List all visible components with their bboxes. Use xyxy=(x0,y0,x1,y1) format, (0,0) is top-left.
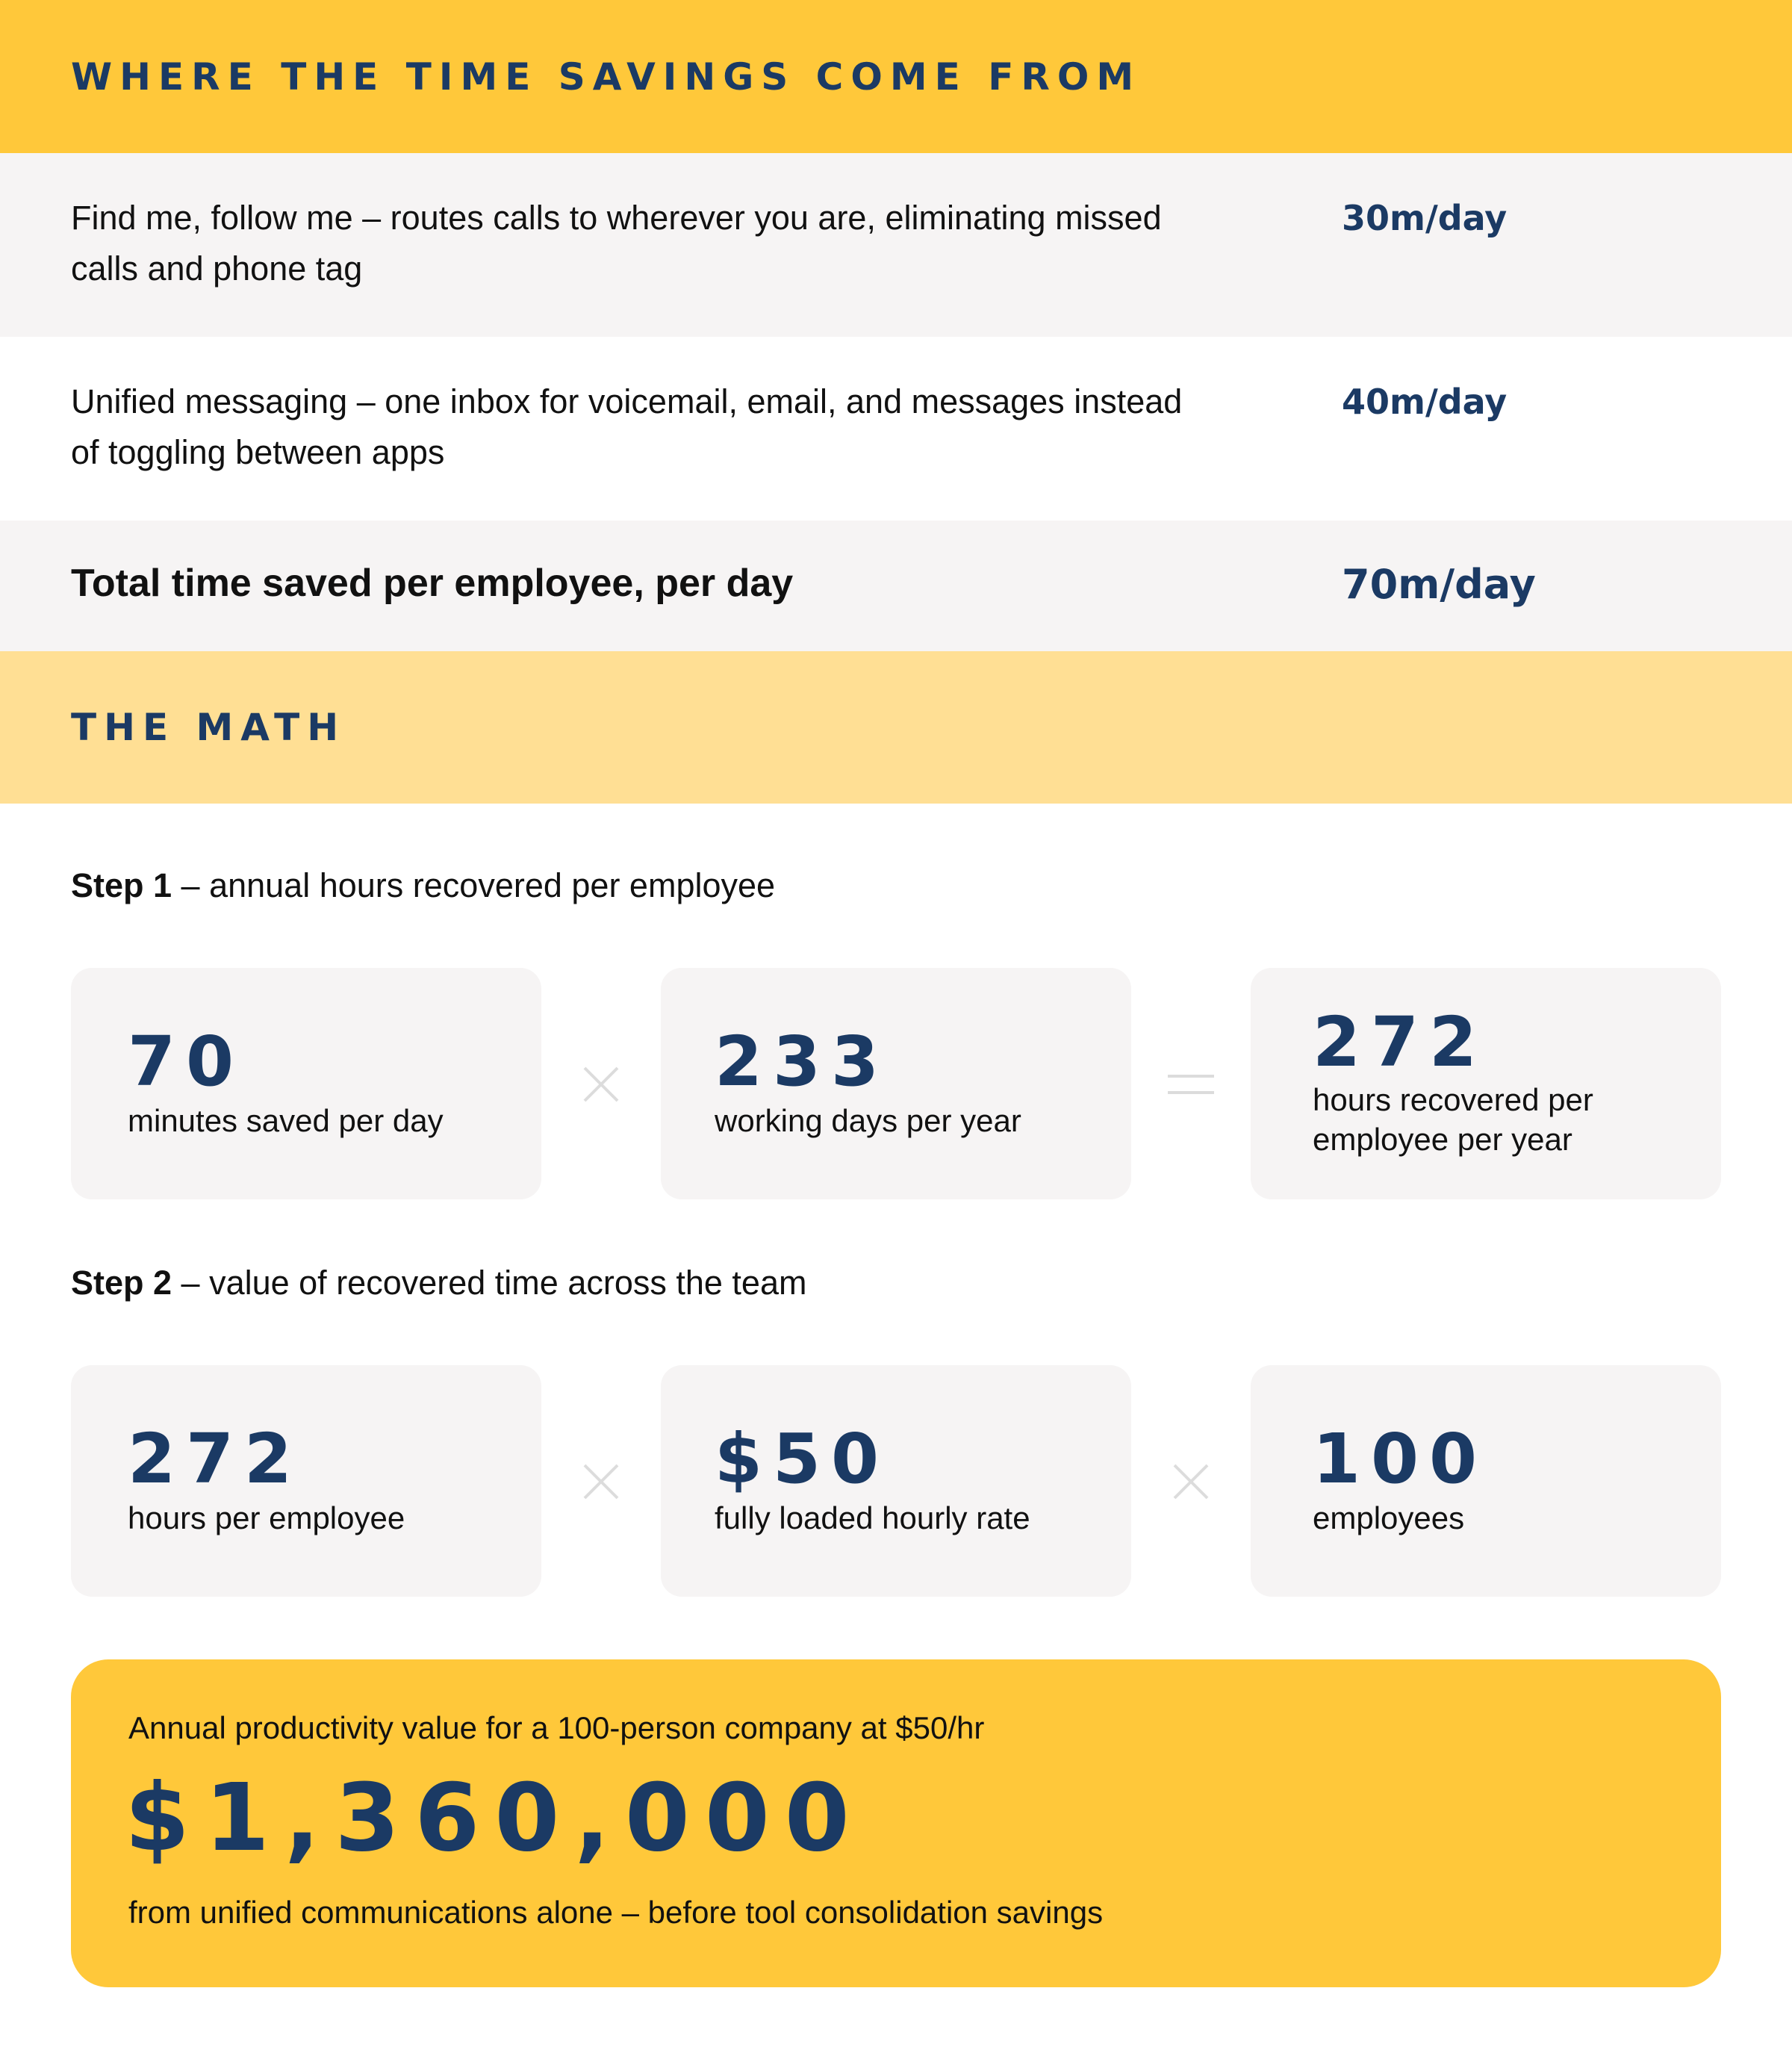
savings-row-description: Find me, follow me – routes calls to wherever you are, eliminating missed calls and phone tag xyxy=(71,199,1162,288)
card-number: 272 xyxy=(1313,1002,1488,1082)
step2-card-employees xyxy=(1251,1365,1721,1597)
card-label: hours per employee xyxy=(128,1500,405,1535)
total-row xyxy=(0,521,1792,651)
step2-card-hours xyxy=(71,1365,541,1597)
step2-label xyxy=(71,1264,806,1302)
savings-header-title: WHERE THE TIME SAVINGS COME FROM xyxy=(71,55,1142,99)
savings-row-value: 40m/day xyxy=(1342,382,1508,422)
result-subtext: from unified communications alone – before tool consolidation savings xyxy=(128,1895,1104,1930)
savings-header xyxy=(0,0,1792,153)
savings-row-value: 30m/day xyxy=(1342,198,1508,238)
card-number: 70 xyxy=(128,1022,245,1102)
step1-prefix: Step 1 xyxy=(71,866,172,904)
total-row-label: Total time saved per employee, per day xyxy=(71,562,794,605)
step1-card-hours xyxy=(1251,968,1721,1199)
step1-card-minutes xyxy=(71,968,541,1199)
result-caption: Annual productivity value for a 100-person company at $50/hr xyxy=(128,1710,985,1745)
math-header-title: THE MATH xyxy=(71,706,346,749)
result-panel xyxy=(71,1659,1721,1987)
card-label: working days per year xyxy=(715,1103,1021,1138)
card-label: employees xyxy=(1313,1500,1465,1535)
multiply-icon xyxy=(575,1058,627,1111)
savings-row xyxy=(0,337,1792,521)
savings-row-description: Unified messaging – one inbox for voicemail, email, and messages instead of toggling between apps xyxy=(71,382,1183,471)
step2-card-rate xyxy=(661,1365,1131,1597)
math-header xyxy=(0,651,1792,804)
card-label: fully loaded hourly rate xyxy=(715,1500,1030,1535)
step1-label xyxy=(71,866,775,905)
card-number: 272 xyxy=(128,1419,303,1499)
card-number: 233 xyxy=(715,1022,890,1102)
multiply-icon xyxy=(1165,1456,1217,1508)
card-number: 100 xyxy=(1313,1419,1488,1499)
step2-prefix: Step 2 xyxy=(71,1264,172,1302)
equals-icon xyxy=(1165,1058,1217,1111)
card-label: hours recovered per employee per year xyxy=(1313,1082,1593,1157)
multiply-icon xyxy=(575,1456,627,1508)
total-row-value: 70m/day xyxy=(1342,561,1536,608)
card-number: $50 xyxy=(715,1419,890,1499)
step2-text: – value of recovered time across the team xyxy=(172,1264,807,1302)
result-amount: $1,360,000 xyxy=(125,1764,865,1872)
step1-card-days xyxy=(661,968,1131,1199)
card-label: minutes saved per day xyxy=(128,1103,444,1138)
step1-text: – annual hours recovered per employee xyxy=(172,866,776,904)
savings-row xyxy=(0,153,1792,337)
